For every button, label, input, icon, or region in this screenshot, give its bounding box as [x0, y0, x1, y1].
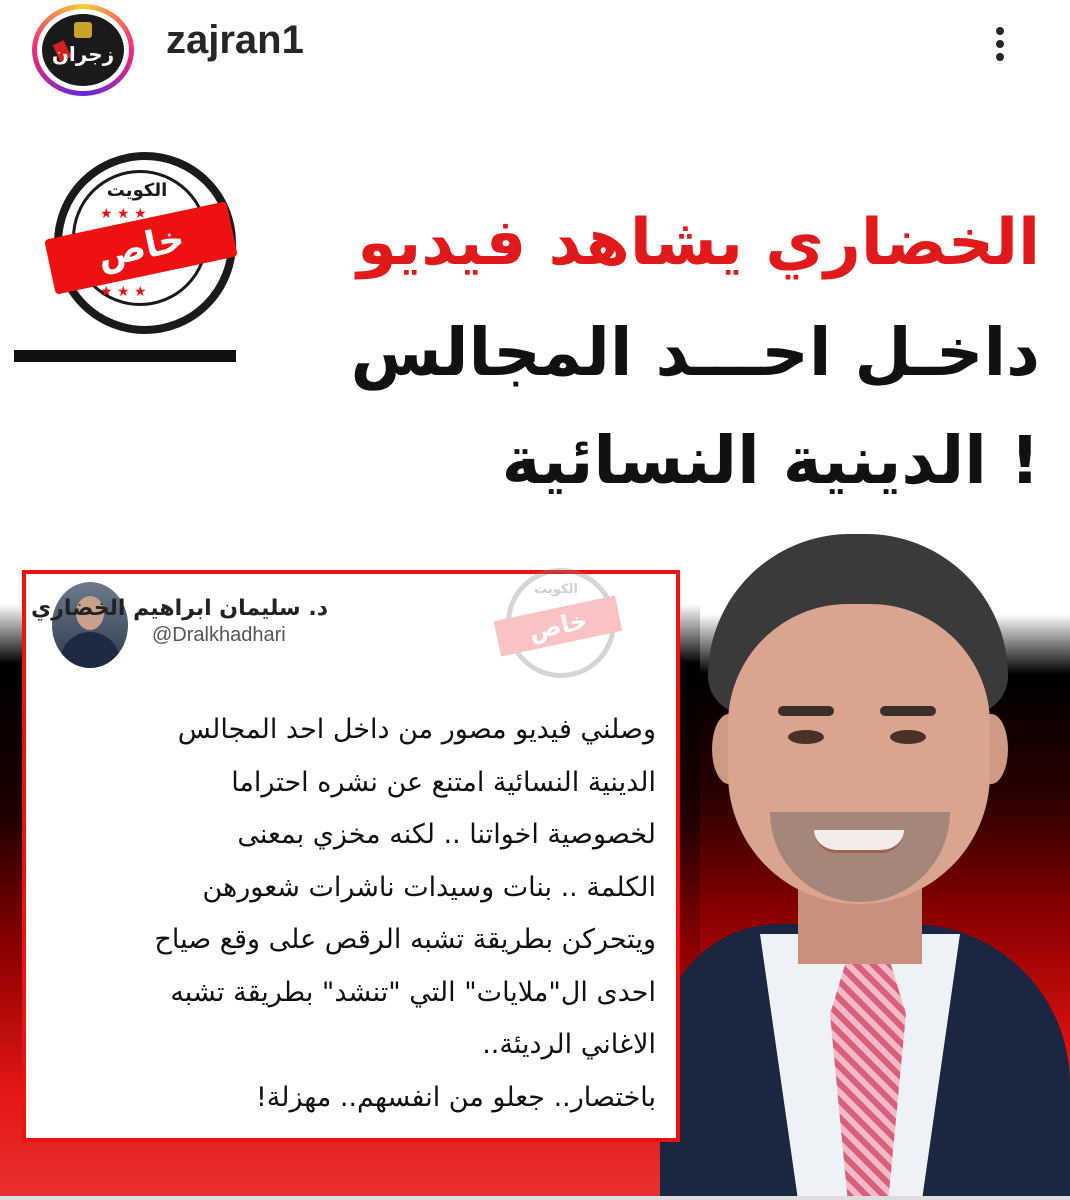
tweet-card [22, 570, 680, 1142]
more-vertical-icon[interactable] [990, 22, 1010, 72]
tweet-author-name: د. سليمان ابراهيم الخضاري [31, 596, 328, 621]
post-image[interactable] [0, 124, 1070, 1196]
star-icon: ★ ★ ★ [100, 284, 147, 300]
person-photo [650, 534, 1070, 1196]
crest-icon [74, 22, 92, 38]
stamp-band-text: خاص [93, 218, 189, 277]
avatar-logo-text: زجران [51, 42, 115, 66]
avatar[interactable] [32, 4, 134, 96]
tweet-line: ويتحركن بطريقة تشبه الرقص على وقع صياح [154, 924, 656, 955]
stamp-top-text: الكويت [106, 180, 168, 201]
post-divider [0, 1196, 1070, 1200]
exclusive-stamp [42, 144, 242, 344]
post-header [0, 0, 1070, 100]
divider-bar [14, 350, 236, 362]
tweet-line: باختصار.. جعلو من انفسهم.. مهزلة! [255, 1081, 656, 1113]
tweet-author-handle: @Dralkhadhari [152, 624, 286, 646]
tweet-line: لخصوصية اخواتنا .. لكنه مخزي بمعنى [237, 819, 656, 850]
tweet-line: الاغاني الرديئة.. [482, 1029, 656, 1060]
username-link[interactable]: zajran1 [166, 18, 304, 62]
tweet-line: الدينية النسائية امتنع عن نشره احتراما [231, 766, 656, 798]
tweet-line: احدى ال"ملايات" التي "تنشد" بطريقة تشبه [170, 976, 656, 1008]
star-icon: ★ ★ ★ [100, 206, 147, 222]
watermark-stamp: الكويت خاص [496, 568, 626, 688]
tweet-line: وصلني فيديو مصور من داخل احد المجالس [177, 714, 656, 745]
headline-line-2: داخـل احـــد المجالس [350, 314, 1040, 391]
tweet-body [86, 704, 656, 1124]
headline-line-3: الدينية النسائية ! [501, 422, 1040, 499]
tweet-avatar [52, 582, 128, 668]
avatar-image [42, 14, 124, 86]
tweet-line: الكلمة .. بنات وسيدات ناشرات شعورهن [202, 871, 656, 903]
headline-line-1: الخضاري يشاهد فيديو [357, 206, 1040, 280]
